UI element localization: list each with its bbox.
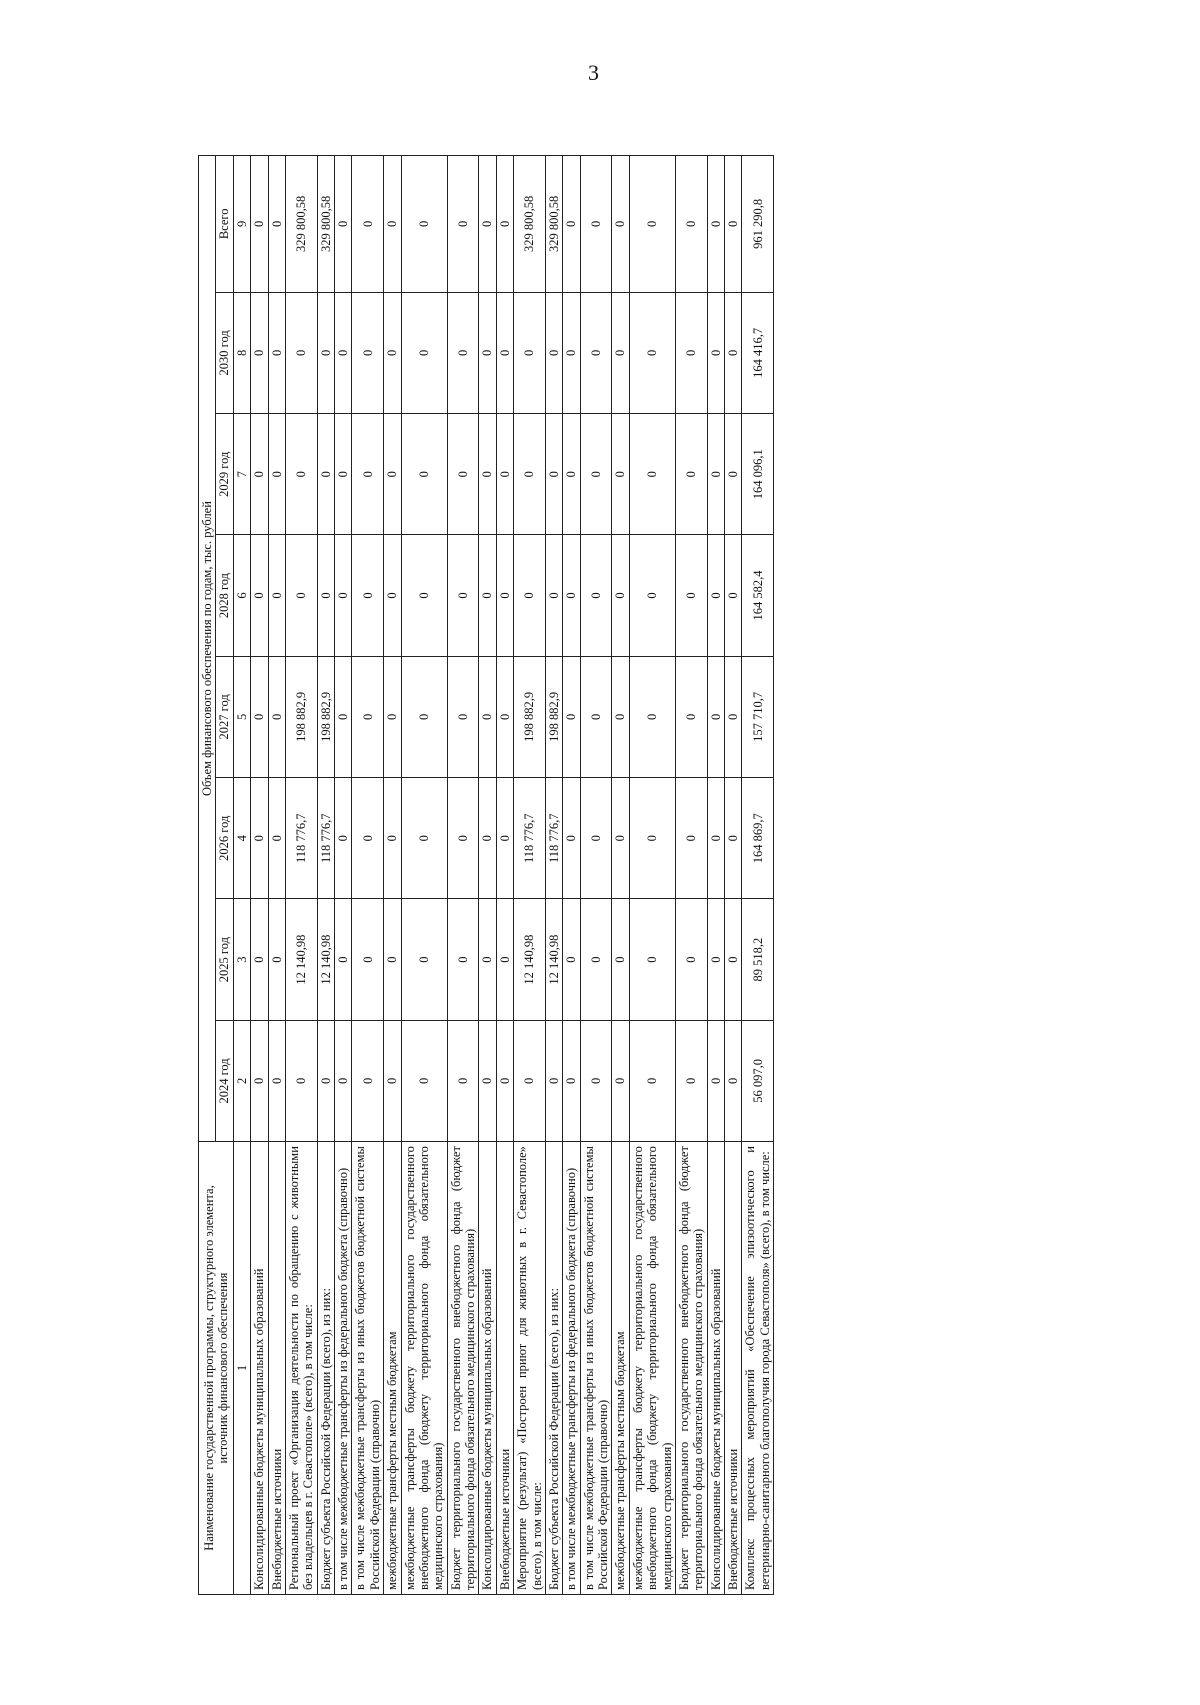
- row-name-cell: Консолидированные бюджеты муниципальных образований: [707, 1142, 724, 1595]
- row-value-cell: 0: [629, 414, 675, 535]
- row-name-cell: Бюджет территориального государственного внебюджетного фонда (бюджет территориального фонда обязательного медицинского страхования): [675, 1142, 707, 1595]
- table-row: [384, 156, 401, 1595]
- row-value-cell: 0: [479, 414, 496, 535]
- header-year-cell: 2026 год: [216, 778, 233, 899]
- column-number-cell: 9: [233, 156, 250, 293]
- row-value-cell: 0: [384, 414, 401, 535]
- row-value-cell: 0: [496, 1020, 513, 1141]
- row-value-cell: 0: [675, 414, 707, 535]
- row-value-cell: 0: [612, 292, 629, 413]
- row-name-cell: Комплекс процессных мероприятий «Обеспечение эпизоотического и ветеринарно-санитарного благополучия города Севастополя» (всего), в том числе:: [742, 1142, 774, 1595]
- row-name-cell: Бюджет территориального государственного внебюджетного фонда (бюджет территориального фонда обязательного медицинского страхования): [447, 1142, 479, 1595]
- row-name-cell: Региональный проект «Организация деятельности по обращению с животными без владельцев в г. Севастополе» (всего), в том числе:: [285, 1142, 317, 1595]
- row-value-cell: 0: [352, 1020, 384, 1141]
- row-name-cell: Консолидированные бюджеты муниципальных образований: [251, 1142, 268, 1595]
- row-value-cell: 0: [675, 1020, 707, 1141]
- column-number-cell: 8: [233, 292, 250, 413]
- column-number-cell: 3: [233, 899, 250, 1020]
- row-value-cell: 0: [629, 292, 675, 413]
- header-volume-title: Объем финансового обеспечения по годам, тыс. рублей: [199, 156, 216, 1142]
- header-name-title: Наименование государственной программы, структурного элемента,: [201, 1185, 216, 1551]
- header-name-cell: [199, 1142, 234, 1595]
- row-value-cell: 0: [612, 535, 629, 656]
- row-value-cell: 0: [479, 292, 496, 413]
- row-value-cell: 0: [447, 656, 479, 777]
- row-value-cell: 198 882,9: [514, 656, 546, 777]
- row-value-cell: 0: [251, 778, 268, 899]
- row-value-cell: 0: [268, 1020, 285, 1141]
- row-name-cell: в том числе межбюджетные трансферты из иных бюджетов бюджетной системы Российской Федерации (справочно): [352, 1142, 384, 1595]
- row-value-cell: 164 869,7: [742, 778, 774, 899]
- row-value-cell: 0: [352, 535, 384, 656]
- row-name-cell: Бюджет субъекта Российской Федерации (всего), из них:: [545, 1142, 562, 1595]
- row-value-cell: 198 882,9: [285, 656, 317, 777]
- row-value-cell: 0: [335, 656, 352, 777]
- row-value-cell: 0: [401, 535, 447, 656]
- rotated-table-frame: [198, 155, 1048, 1595]
- row-name-cell: Внебюджетные источники: [496, 1142, 513, 1595]
- row-value-cell: 164 096,1: [742, 414, 774, 535]
- row-value-cell: 0: [675, 778, 707, 899]
- row-value-cell: 118 776,7: [514, 778, 546, 899]
- row-value-cell: 0: [479, 1020, 496, 1141]
- table-container: [198, 155, 1048, 1595]
- row-value-cell: 0: [707, 535, 724, 656]
- row-name-cell: Консолидированные бюджеты муниципальных образований: [479, 1142, 496, 1595]
- row-value-cell: 0: [384, 156, 401, 293]
- row-value-cell: 0: [251, 414, 268, 535]
- row-value-cell: 0: [612, 899, 629, 1020]
- row-value-cell: 0: [545, 535, 562, 656]
- row-value-cell: 0: [725, 414, 742, 535]
- row-value-cell: 0: [629, 1020, 675, 1141]
- row-value-cell: 0: [675, 292, 707, 413]
- row-value-cell: 0: [629, 156, 675, 293]
- row-value-cell: 118 776,7: [545, 778, 562, 899]
- row-value-cell: 0: [545, 1020, 562, 1141]
- table-body: [251, 156, 774, 1595]
- row-name-cell: межбюджетные трансферты местным бюджетам: [612, 1142, 629, 1595]
- row-value-cell: 0: [251, 656, 268, 777]
- row-name-cell: Внебюджетные источники: [725, 1142, 742, 1595]
- row-value-cell: 0: [545, 414, 562, 535]
- row-value-cell: 0: [707, 1020, 724, 1141]
- header-year-cell: 2028 год: [216, 535, 233, 656]
- row-value-cell: 0: [580, 899, 612, 1020]
- row-value-cell: 0: [335, 535, 352, 656]
- row-value-cell: 56 097,0: [742, 1020, 774, 1141]
- row-value-cell: 157 710,7: [742, 656, 774, 777]
- row-value-cell: 0: [612, 414, 629, 535]
- row-value-cell: 0: [496, 292, 513, 413]
- row-value-cell: 0: [563, 778, 580, 899]
- row-name-cell: в том числе межбюджетные трансферты из иных бюджетов бюджетной системы Российской Федерации (справочно): [580, 1142, 612, 1595]
- row-name-cell: Внебюджетные источники: [268, 1142, 285, 1595]
- row-value-cell: 0: [447, 1020, 479, 1141]
- row-value-cell: 0: [580, 414, 612, 535]
- row-value-cell: 0: [514, 535, 546, 656]
- column-number-cell: 1: [233, 1142, 250, 1595]
- header-year-cell: 2024 год: [216, 1020, 233, 1141]
- column-number-cell: 6: [233, 535, 250, 656]
- table-row: [268, 156, 285, 1595]
- row-value-cell: 12 140,98: [285, 899, 317, 1020]
- row-value-cell: 0: [580, 1020, 612, 1141]
- row-value-cell: 0: [317, 1020, 334, 1141]
- table-row: [725, 156, 742, 1595]
- row-value-cell: 329 800,58: [545, 156, 562, 293]
- row-value-cell: 0: [563, 414, 580, 535]
- row-value-cell: 0: [580, 656, 612, 777]
- row-value-cell: 0: [285, 1020, 317, 1141]
- column-number-cell: 5: [233, 656, 250, 777]
- row-value-cell: 0: [384, 292, 401, 413]
- row-value-cell: 0: [707, 899, 724, 1020]
- row-value-cell: 0: [479, 656, 496, 777]
- header-name-subtitle: источник финансового обеспечения: [215, 1272, 230, 1464]
- row-value-cell: 0: [725, 535, 742, 656]
- column-number-cell: 7: [233, 414, 250, 535]
- row-name-cell: Мероприятие (результат) «Построен приют для животных в г. Севастополе» (всего), в том числе:: [514, 1142, 546, 1595]
- row-value-cell: 0: [496, 778, 513, 899]
- row-value-cell: 0: [725, 899, 742, 1020]
- row-value-cell: 329 800,58: [317, 156, 334, 293]
- row-value-cell: 0: [251, 292, 268, 413]
- row-value-cell: 198 882,9: [317, 656, 334, 777]
- row-value-cell: 0: [707, 292, 724, 413]
- row-value-cell: 0: [268, 292, 285, 413]
- row-value-cell: 0: [514, 1020, 546, 1141]
- row-value-cell: 0: [707, 656, 724, 777]
- row-value-cell: 0: [612, 156, 629, 293]
- row-value-cell: 0: [479, 535, 496, 656]
- row-value-cell: 0: [352, 292, 384, 413]
- row-value-cell: 0: [707, 156, 724, 293]
- row-value-cell: 0: [268, 414, 285, 535]
- table-row: [285, 156, 317, 1595]
- row-value-cell: 0: [352, 778, 384, 899]
- row-value-cell: 0: [401, 899, 447, 1020]
- table-row: [514, 156, 546, 1595]
- row-value-cell: 0: [285, 535, 317, 656]
- table-row: [742, 156, 774, 1595]
- table-row: [401, 156, 447, 1595]
- row-value-cell: 0: [268, 535, 285, 656]
- row-value-cell: 961 290,8: [742, 156, 774, 293]
- financing-table: [198, 155, 774, 1595]
- row-value-cell: 164 416,7: [742, 292, 774, 413]
- row-name-cell: в том числе межбюджетные трансферты из федерального бюджета (справочно): [335, 1142, 352, 1595]
- table-row: [352, 156, 384, 1595]
- row-name-cell: в том числе межбюджетные трансферты из федерального бюджета (справочно): [563, 1142, 580, 1595]
- row-value-cell: 0: [629, 656, 675, 777]
- row-value-cell: 0: [268, 899, 285, 1020]
- row-name-cell: Бюджет субъекта Российской Федерации (всего), из них:: [317, 1142, 334, 1595]
- table-row: [675, 156, 707, 1595]
- row-name-cell: межбюджетные трансферты бюджету территориального государственного внебюджетного фонда (бюджету территориального фонда обязательного медицинского страхования): [401, 1142, 447, 1595]
- row-value-cell: 0: [675, 535, 707, 656]
- row-value-cell: 0: [335, 899, 352, 1020]
- row-value-cell: 0: [629, 535, 675, 656]
- table-row: [479, 156, 496, 1595]
- table-row: [563, 156, 580, 1595]
- header-row-1: [199, 156, 216, 1595]
- row-value-cell: 0: [707, 778, 724, 899]
- page-number: 3: [588, 60, 599, 85]
- row-value-cell: 0: [285, 414, 317, 535]
- row-value-cell: 0: [563, 156, 580, 293]
- row-value-cell: 0: [352, 414, 384, 535]
- row-name-cell: межбюджетные трансферты местным бюджетам: [384, 1142, 401, 1595]
- row-value-cell: 0: [563, 292, 580, 413]
- row-value-cell: 329 800,58: [514, 156, 546, 293]
- row-value-cell: 0: [612, 1020, 629, 1141]
- row-value-cell: 0: [563, 535, 580, 656]
- row-value-cell: 12 140,98: [514, 899, 546, 1020]
- row-value-cell: 0: [563, 899, 580, 1020]
- row-value-cell: 0: [335, 778, 352, 899]
- row-value-cell: 0: [479, 778, 496, 899]
- row-value-cell: 0: [352, 656, 384, 777]
- table-row: [251, 156, 268, 1595]
- row-value-cell: 0: [317, 292, 334, 413]
- row-value-cell: 12 140,98: [317, 899, 334, 1020]
- row-value-cell: 0: [496, 414, 513, 535]
- header-year-cell: 2030 год: [216, 292, 233, 413]
- row-value-cell: 0: [268, 778, 285, 899]
- row-value-cell: 0: [317, 535, 334, 656]
- row-value-cell: 0: [401, 656, 447, 777]
- row-value-cell: 0: [563, 1020, 580, 1141]
- row-value-cell: 89 518,2: [742, 899, 774, 1020]
- table-row: [317, 156, 334, 1595]
- row-value-cell: 0: [447, 292, 479, 413]
- row-value-cell: 0: [335, 156, 352, 293]
- row-value-cell: 0: [479, 156, 496, 293]
- row-value-cell: 0: [251, 1020, 268, 1141]
- table-row: [496, 156, 513, 1595]
- row-value-cell: 0: [580, 778, 612, 899]
- header-year-cell: 2029 год: [216, 414, 233, 535]
- row-value-cell: 0: [401, 156, 447, 293]
- row-name-cell: межбюджетные трансферты бюджету территориального государственного внебюджетного фонда (бюджету территориального фонда обязательного медицинского страхования): [629, 1142, 675, 1595]
- row-value-cell: 0: [612, 656, 629, 777]
- row-value-cell: 0: [563, 656, 580, 777]
- row-value-cell: 0: [545, 292, 562, 413]
- table-row: [545, 156, 562, 1595]
- header-numbers-row: [233, 156, 250, 1595]
- row-value-cell: 0: [580, 535, 612, 656]
- row-value-cell: 0: [496, 656, 513, 777]
- row-value-cell: 0: [447, 899, 479, 1020]
- row-value-cell: 0: [384, 1020, 401, 1141]
- table-row: [707, 156, 724, 1595]
- row-value-cell: 0: [251, 899, 268, 1020]
- row-value-cell: 0: [268, 156, 285, 293]
- table-row: [335, 156, 352, 1595]
- row-value-cell: 0: [725, 1020, 742, 1141]
- row-value-cell: 0: [612, 778, 629, 899]
- row-value-cell: 0: [447, 535, 479, 656]
- row-value-cell: 0: [580, 292, 612, 413]
- row-value-cell: 118 776,7: [317, 778, 334, 899]
- row-value-cell: 0: [675, 656, 707, 777]
- row-value-cell: 118 776,7: [285, 778, 317, 899]
- row-value-cell: 0: [401, 778, 447, 899]
- row-value-cell: 0: [384, 535, 401, 656]
- column-number-cell: 2: [233, 1020, 250, 1141]
- table-row: [580, 156, 612, 1595]
- row-value-cell: 164 582,4: [742, 535, 774, 656]
- row-value-cell: 0: [251, 156, 268, 293]
- table-row: [447, 156, 479, 1595]
- row-value-cell: 0: [725, 778, 742, 899]
- row-value-cell: 0: [707, 414, 724, 535]
- row-value-cell: 0: [675, 899, 707, 1020]
- row-value-cell: 0: [629, 778, 675, 899]
- row-value-cell: 0: [725, 156, 742, 293]
- row-value-cell: 0: [496, 899, 513, 1020]
- row-value-cell: 0: [580, 156, 612, 293]
- row-value-cell: 0: [352, 156, 384, 293]
- row-value-cell: 0: [629, 899, 675, 1020]
- row-value-cell: 0: [335, 292, 352, 413]
- header-year-cell: Всего: [216, 156, 233, 293]
- row-value-cell: 0: [447, 778, 479, 899]
- row-value-cell: 0: [514, 292, 546, 413]
- row-value-cell: 0: [479, 899, 496, 1020]
- row-value-cell: 0: [447, 414, 479, 535]
- row-value-cell: 0: [496, 156, 513, 293]
- row-value-cell: 329 800,58: [285, 156, 317, 293]
- row-value-cell: 0: [401, 292, 447, 413]
- row-value-cell: 0: [317, 414, 334, 535]
- row-value-cell: 0: [384, 778, 401, 899]
- row-value-cell: 0: [401, 414, 447, 535]
- table-row: [629, 156, 675, 1595]
- header-year-cell: 2025 год: [216, 899, 233, 1020]
- row-value-cell: 0: [496, 535, 513, 656]
- row-value-cell: 12 140,98: [545, 899, 562, 1020]
- row-value-cell: 0: [401, 1020, 447, 1141]
- row-value-cell: 0: [352, 899, 384, 1020]
- row-value-cell: 0: [725, 656, 742, 777]
- row-value-cell: 0: [675, 156, 707, 293]
- row-value-cell: 0: [268, 656, 285, 777]
- row-value-cell: 0: [514, 414, 546, 535]
- row-value-cell: 0: [725, 292, 742, 413]
- row-value-cell: 198 882,9: [545, 656, 562, 777]
- table-row: [612, 156, 629, 1595]
- row-value-cell: 0: [335, 1020, 352, 1141]
- row-value-cell: 0: [251, 535, 268, 656]
- row-value-cell: 0: [285, 292, 317, 413]
- header-year-cell: 2027 год: [216, 656, 233, 777]
- row-value-cell: 0: [384, 656, 401, 777]
- column-number-cell: 4: [233, 778, 250, 899]
- row-value-cell: 0: [335, 414, 352, 535]
- row-value-cell: 0: [447, 156, 479, 293]
- row-value-cell: 0: [384, 899, 401, 1020]
